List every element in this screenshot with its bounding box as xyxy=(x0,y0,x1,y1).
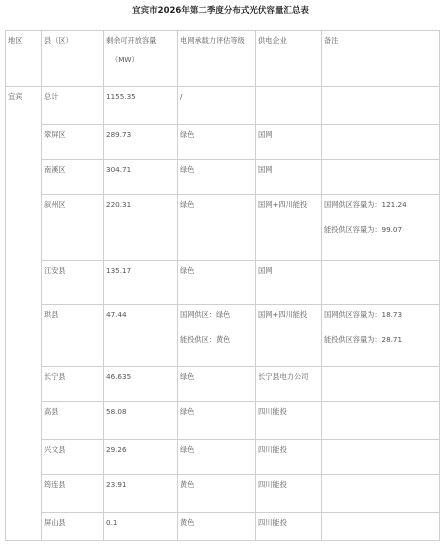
county-cell: 总计 xyxy=(42,87,104,125)
grade-cell: 绿色 xyxy=(178,402,256,440)
capacity-cell: 58.08 xyxy=(104,402,178,440)
supplier-cell: 国网+四川能投 xyxy=(256,305,322,367)
remark-line: 国网供区容量为：18.73 xyxy=(324,310,403,319)
supplier-cell: 国网 xyxy=(256,125,322,160)
grade-cell: / xyxy=(178,87,256,125)
supplier-cell: 四川能投 xyxy=(256,475,322,513)
supplier-cell: 国网 xyxy=(256,160,322,195)
table-row xyxy=(6,367,440,402)
remark-cell xyxy=(322,440,440,475)
header-region: 地区 xyxy=(6,31,42,87)
county-cell: 兴文县 xyxy=(42,440,104,475)
remark-cell xyxy=(322,261,440,305)
remark-cell xyxy=(322,513,440,541)
supplier-cell: 四川能投 xyxy=(256,440,322,475)
remark-cell xyxy=(322,125,440,160)
capacity-cell: 304.71 xyxy=(104,160,178,195)
capacity-cell: 135.17 xyxy=(104,261,178,305)
header-remark: 备注 xyxy=(322,31,440,87)
county-cell: 翠屏区 xyxy=(42,125,104,160)
table-row xyxy=(6,402,440,440)
capacity-cell: 0.1 xyxy=(104,513,178,541)
capacity-cell: 289.73 xyxy=(104,125,178,160)
remark-cell xyxy=(322,402,440,440)
county-cell: 珙县 xyxy=(42,305,104,367)
capacity-cell: 46.635 xyxy=(104,367,178,402)
county-cell: 长宁县 xyxy=(42,367,104,402)
grade-cell: 绿色 xyxy=(178,160,256,195)
header-grade: 电网承载力评估等级 xyxy=(178,31,256,87)
county-cell: 筠连县 xyxy=(42,475,104,513)
table-row xyxy=(6,261,440,305)
grade-line: 能投供区：黄色 xyxy=(180,335,231,344)
capacity-cell: 29.26 xyxy=(104,440,178,475)
remark-line: 能投供区容量为：99.07 xyxy=(324,225,403,234)
table-row xyxy=(6,160,440,195)
header-capacity-line2: （MW） xyxy=(111,55,139,64)
grade-cell: 绿色 xyxy=(178,367,256,402)
supplier-cell: 四川能投 xyxy=(256,402,322,440)
remark-cell xyxy=(322,87,440,125)
grade-cell: 绿色 xyxy=(178,125,256,160)
capacity-cell: 220.31 xyxy=(104,195,178,261)
grade-cell xyxy=(178,305,256,367)
region-cell: 宜宾 xyxy=(6,87,42,541)
remark-cell xyxy=(322,475,440,513)
county-cell: 屏山县 xyxy=(42,513,104,541)
remark-cell xyxy=(322,305,440,367)
grade-cell: 绿色 xyxy=(178,195,256,261)
capacity-cell: 23.91 xyxy=(104,475,178,513)
grade-cell: 绿色 xyxy=(178,440,256,475)
county-cell: 叙州区 xyxy=(42,195,104,261)
header-supplier: 供电企业 xyxy=(256,31,322,87)
page-title: 宜宾市2026年第二季度分布式光伏容量汇总表 xyxy=(132,6,309,16)
grade-cell: 绿色 xyxy=(178,261,256,305)
remark-line: 能投供区容量为：28.71 xyxy=(324,335,403,344)
table-row xyxy=(6,513,440,541)
supplier-cell: 四川能投 xyxy=(256,513,322,541)
grade-cell: 黄色 xyxy=(178,475,256,513)
remark-line: 国网供区容量为：121.24 xyxy=(324,200,407,209)
county-cell: 高县 xyxy=(42,402,104,440)
table-row xyxy=(6,440,440,475)
table-row xyxy=(6,305,440,367)
grade-line: 国网供区：绿色 xyxy=(180,310,231,319)
supplier-cell xyxy=(256,87,322,125)
grade-cell: 黄色 xyxy=(178,513,256,541)
county-cell: 江安县 xyxy=(42,261,104,305)
capacity-cell: 1155.35 xyxy=(104,87,178,125)
header-capacity-line1: 剩余可开放容量 xyxy=(106,36,157,45)
table-row xyxy=(6,87,440,125)
remark-cell xyxy=(322,367,440,402)
table-header-row xyxy=(6,31,440,87)
supplier-cell: 国网 xyxy=(256,261,322,305)
table-row xyxy=(6,195,440,261)
remark-cell xyxy=(322,195,440,261)
supplier-cell: 国网+四川能投 xyxy=(256,195,322,261)
header-capacity xyxy=(104,31,178,87)
header-county: 县（区） xyxy=(42,31,104,87)
table-row xyxy=(6,125,440,160)
county-cell: 南溪区 xyxy=(42,160,104,195)
remark-cell xyxy=(322,160,440,195)
capacity-cell: 47.44 xyxy=(104,305,178,367)
supplier-cell: 长宁县电力公司 xyxy=(256,367,322,402)
capacity-table xyxy=(5,30,440,541)
table-row xyxy=(6,475,440,513)
